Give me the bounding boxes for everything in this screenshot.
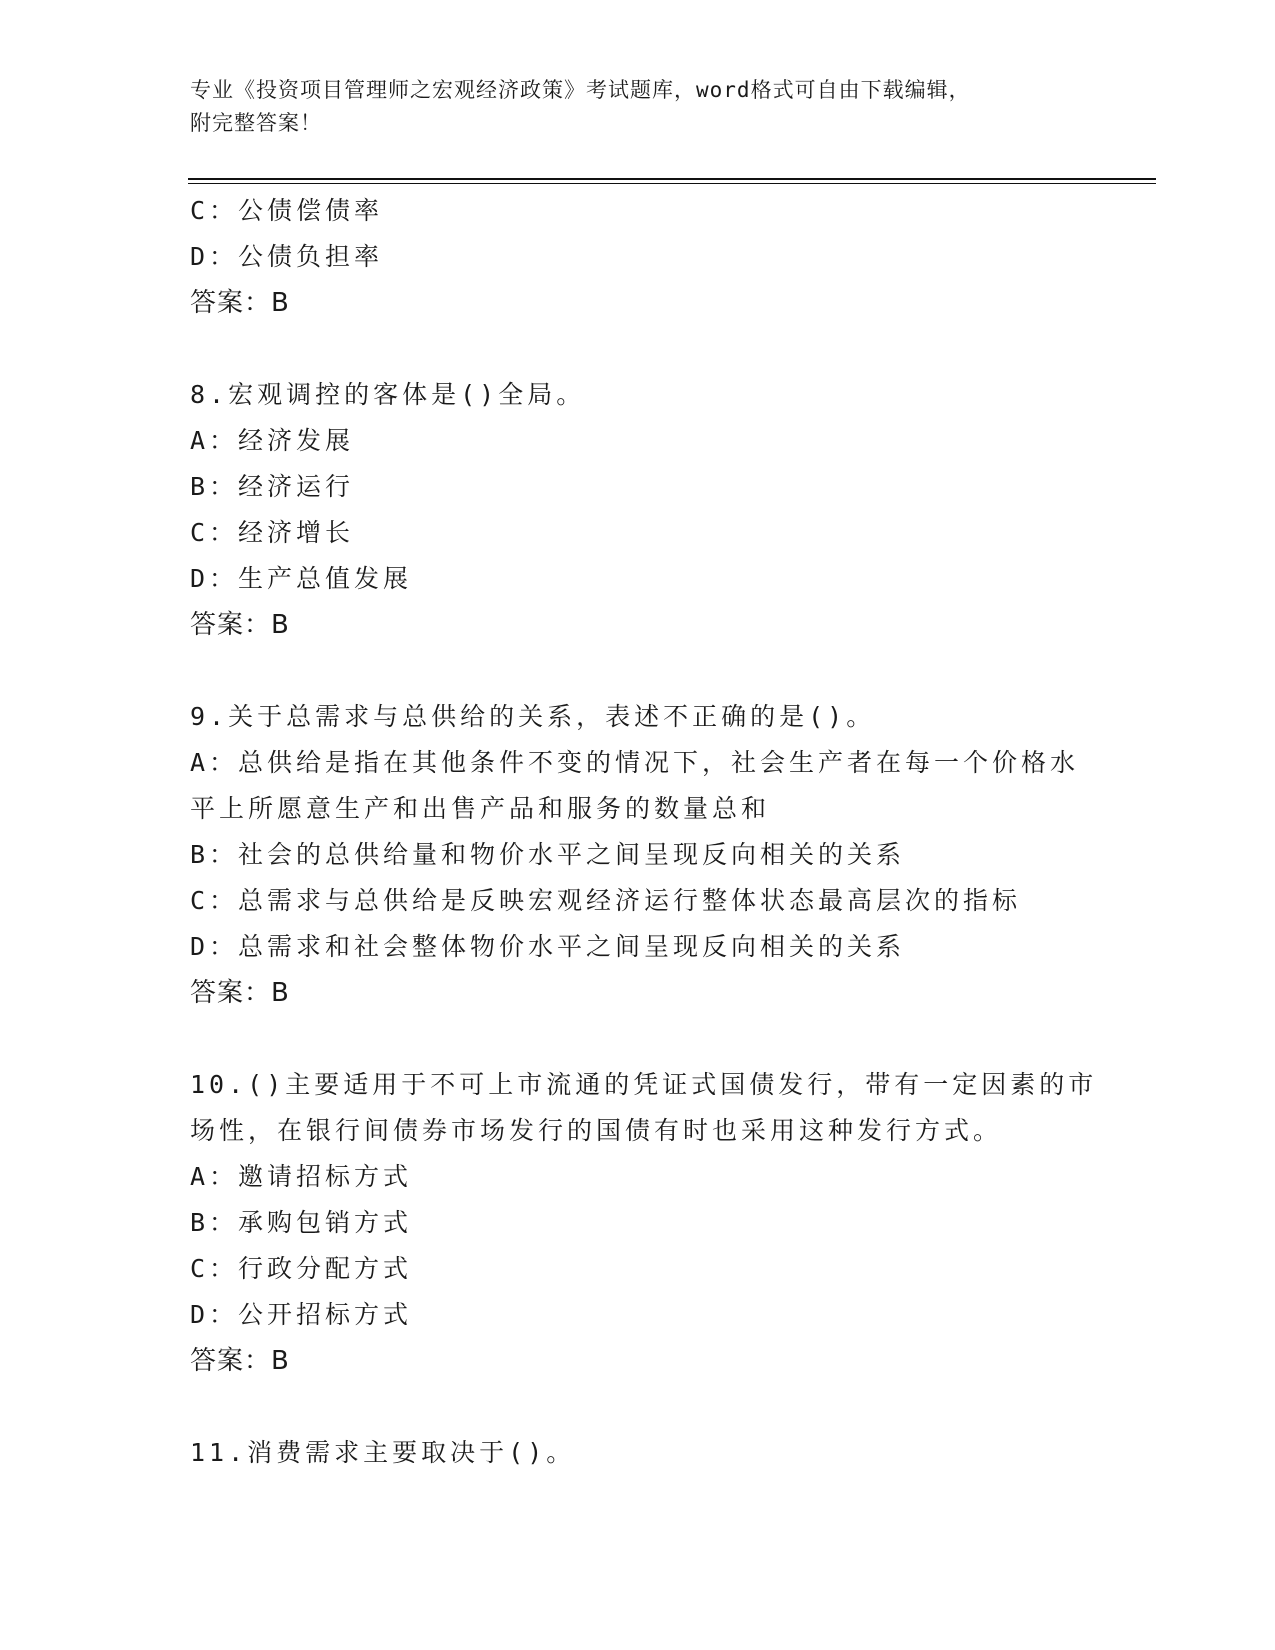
- header-line-2: 附完整答案！: [190, 111, 322, 135]
- question-list: [190, 188, 1098, 1476]
- spacer: [190, 1016, 1090, 1062]
- spacer: [190, 1384, 1090, 1430]
- option-c: C：经济增长: [190, 518, 355, 547]
- question-stem: 8.宏观调控的客体是()全局。: [190, 380, 586, 409]
- header-line-1: 专业《投资项目管理师之宏观经济政策》考试题库，word格式可自由下载编辑，: [190, 78, 971, 102]
- option-b: B：承购包销方式: [190, 1208, 413, 1237]
- question-stem-line-1: 10.()主要适用于不可上市流通的凭证式国债发行，带有一定因素的市: [190, 1070, 1098, 1099]
- question-8: [190, 372, 1090, 648]
- spacer: [190, 326, 1090, 372]
- spacer: [190, 648, 1090, 694]
- question-stem: 9.关于总需求与总供给的关系，表述不正确的是()。: [190, 702, 876, 731]
- option-c: C：公债偿债率: [190, 196, 384, 225]
- option-c: C：行政分配方式: [190, 1254, 413, 1283]
- page-header: [190, 74, 1070, 140]
- option-c: C：总需求与总供给是反映宏观经济运行整体状态最高层次的指标: [190, 886, 1022, 915]
- header-rule-thick: [188, 178, 1156, 180]
- answer-label: 答案：B: [190, 978, 290, 1008]
- question-10: [190, 1062, 1098, 1384]
- answer-label: 答案：B: [190, 288, 290, 318]
- option-b: B：社会的总供给量和物价水平之间呈现反向相关的关系: [190, 840, 906, 869]
- option-d: D：公债负担率: [190, 242, 384, 271]
- option-b: B：经济运行: [190, 472, 355, 501]
- question-11: [190, 1430, 1090, 1476]
- answer-label: 答案：B: [190, 1346, 290, 1376]
- question-stem-line-2: 场性，在银行间债券市场发行的国债有时也采用这种发行方式。: [190, 1116, 1003, 1145]
- option-a-line-2: 平上所愿意生产和出售产品和服务的数量总和: [190, 794, 771, 823]
- option-d: D：生产总值发展: [190, 564, 413, 593]
- option-a: A：邀请招标方式: [190, 1162, 413, 1191]
- question-9: [190, 694, 1090, 1016]
- question-stem: 11.消费需求主要取决于()。: [190, 1438, 576, 1467]
- answer-label: 答案：B: [190, 610, 290, 640]
- prev-question-tail: [190, 188, 1090, 326]
- option-d: D：公开招标方式: [190, 1300, 413, 1329]
- option-a: A：经济发展: [190, 426, 355, 455]
- option-a-line-1: A：总供给是指在其他条件不变的情况下，社会生产者在每一个价格水: [190, 748, 1080, 777]
- option-d: D：总需求和社会整体物价水平之间呈现反向相关的关系: [190, 932, 906, 961]
- header-rule-thin: [188, 183, 1156, 184]
